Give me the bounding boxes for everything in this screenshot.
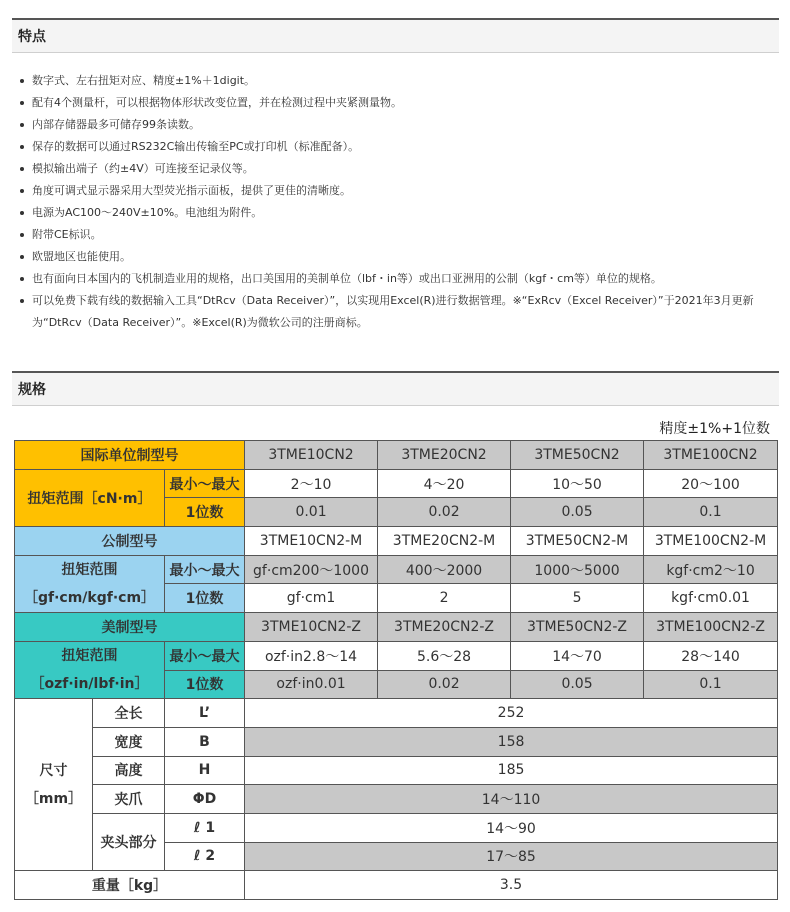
dimension-value: 252 <box>245 699 778 728</box>
dimension-name: 宽度 <box>93 727 165 756</box>
list-item: 可以免费下载有线的数据输入工具“DtRcv（Data Receiver）”，以实现用Excel(R)进行数据管理。※“ExRcv（Excel Receiver）”于2021年3月更新为“DtRcv（Data Receiver）”。※Excel(R)为微软公司的注册商标。 <box>12 290 779 334</box>
table-row <box>15 641 778 670</box>
metric-digit-label: 1位数 <box>165 584 245 613</box>
us-digit-value: ozf·in0.01 <box>245 670 378 699</box>
metric-minmax-label: 最小～最大 <box>165 555 245 584</box>
list-item: 数字式、左右扭矩对应、精度±1%＋1digit。 <box>12 70 779 92</box>
si-digit-label: 1位数 <box>165 498 245 527</box>
metric-model: 3TME20CN2-M <box>378 527 511 556</box>
dimension-symbol: ΦD <box>165 785 245 814</box>
list-item: 保存的数据可以通过RS232C输出传输至PC或打印机（标准配备）。 <box>12 136 779 158</box>
si-range-value: 10～50 <box>511 469 644 498</box>
us-model: 3TME20CN2-Z <box>378 613 511 642</box>
dimension-symbol: B <box>165 727 245 756</box>
list-item: 欧盟地区也能使用。 <box>12 246 779 268</box>
si-model: 3TME20CN2 <box>378 441 511 470</box>
spec-table <box>14 440 778 900</box>
si-digit-value: 0.01 <box>245 498 378 527</box>
table-row <box>15 469 778 498</box>
dimension-symbol: H <box>165 756 245 785</box>
dimension-name: 高度 <box>93 756 165 785</box>
metric-range-value: 400～2000 <box>378 555 511 584</box>
metric-range-label <box>15 555 165 612</box>
us-range-value: 28～140 <box>644 641 778 670</box>
si-range-value: 4～20 <box>378 469 511 498</box>
chuck-label: 夹头部分 <box>93 813 165 870</box>
dimension-name: 全长 <box>93 699 165 728</box>
weight-value: 3.5 <box>245 871 778 900</box>
si-minmax-label: 最小～最大 <box>165 469 245 498</box>
si-model: 3TME100CN2 <box>644 441 778 470</box>
list-item: 模拟输出端子（约±4V）可连接至记录仪等。 <box>12 158 779 180</box>
si-digit-value: 0.05 <box>511 498 644 527</box>
dimension-value: 14～90 <box>245 813 778 842</box>
us-range-label-line1: 扭矩范围 <box>61 648 118 664</box>
table-row <box>15 871 778 900</box>
si-range-label: 扭矩范围［cN·m］ <box>15 469 165 526</box>
us-range-value: 5.6～28 <box>378 641 511 670</box>
us-model: 3TME100CN2-Z <box>644 613 778 642</box>
specs-section-title: 规格 <box>12 371 779 406</box>
si-digit-value: 0.02 <box>378 498 511 527</box>
si-model-label: 国际单位制型号 <box>15 441 245 470</box>
us-range-label <box>15 641 165 698</box>
us-digit-value: 0.02 <box>378 670 511 699</box>
dimensions-label-line2: ［mm］ <box>24 790 83 807</box>
metric-range-value: kgf·cm2～10 <box>644 555 778 584</box>
us-range-value: ozf·in2.8～14 <box>245 641 378 670</box>
dimension-value: 158 <box>245 727 778 756</box>
si-model: 3TME50CN2 <box>511 441 644 470</box>
metric-range-value: gf·cm200～1000 <box>245 555 378 584</box>
metric-digit-value: 2 <box>378 584 511 613</box>
list-item: 电源为AC100～240V±10%。电池组为附件。 <box>12 202 779 224</box>
precision-note: 精度±1%+1位数 <box>659 421 770 437</box>
dimension-value: 185 <box>245 756 778 785</box>
dimension-value: 14～110 <box>245 785 778 814</box>
dimension-symbol: ℓ 1 <box>165 813 245 842</box>
list-item: 附带CE标识。 <box>12 224 779 246</box>
table-row <box>15 727 778 756</box>
dimension-value: 17～85 <box>245 842 778 871</box>
metric-range-label-line2: ［gf·cm/kgf·cm］ <box>23 589 156 606</box>
us-digit-label: 1位数 <box>165 670 245 699</box>
table-row <box>15 785 778 814</box>
dimension-symbol: L’ <box>165 699 245 728</box>
table-row <box>15 756 778 785</box>
us-model-label: 美制型号 <box>15 613 245 642</box>
weight-label: 重量［kg］ <box>15 871 245 900</box>
table-row <box>15 555 778 584</box>
dimensions-label-line1: 尺寸 <box>39 762 68 779</box>
metric-digit-value: gf·cm1 <box>245 584 378 613</box>
metric-model: 3TME10CN2-M <box>245 527 378 556</box>
list-item: 内部存储器最多可储存99条读数。 <box>12 114 779 136</box>
list-item: 角度可调式显示器采用大型荧光指示面板，提供了更佳的清晰度。 <box>12 180 779 202</box>
metric-digit-value: 5 <box>511 584 644 613</box>
us-model: 3TME10CN2-Z <box>245 613 378 642</box>
si-range-value: 20～100 <box>644 469 778 498</box>
metric-model-label: 公制型号 <box>15 527 245 556</box>
metric-model: 3TME100CN2-M <box>644 527 778 556</box>
dimension-name: 夹爪 <box>93 785 165 814</box>
table-row <box>15 813 778 842</box>
si-digit-value: 0.1 <box>644 498 778 527</box>
si-model: 3TME10CN2 <box>245 441 378 470</box>
table-row <box>15 441 778 470</box>
us-digit-value: 0.1 <box>644 670 778 699</box>
us-model: 3TME50CN2-Z <box>511 613 644 642</box>
table-row <box>15 613 778 642</box>
table-row <box>15 699 778 728</box>
us-range-label-line2: ［ozf·in/lbf·in］ <box>30 676 149 692</box>
us-range-value: 14～70 <box>511 641 644 670</box>
table-row <box>15 527 778 556</box>
metric-range-value: 1000～5000 <box>511 555 644 584</box>
list-item: 也有面向日本国内的飞机制造业用的规格，出口美国用的美制单位（lbf・in等）或出口亚洲用的公制（kgf・cm等）单位的规格。 <box>12 268 779 290</box>
dimensions-label <box>15 699 93 871</box>
si-range-value: 2～10 <box>245 469 378 498</box>
feature-list <box>12 70 779 334</box>
metric-digit-value: kgf·cm0.01 <box>644 584 778 613</box>
dimension-symbol: ℓ 2 <box>165 842 245 871</box>
metric-range-label-line1: 扭矩范围 <box>61 561 118 578</box>
list-item: 配有4个测量杆，可以根据物体形状改变位置，并在检测过程中夹紧测量物。 <box>12 92 779 114</box>
features-section-title: 特点 <box>12 18 779 53</box>
us-minmax-label: 最小～最大 <box>165 641 245 670</box>
metric-model: 3TME50CN2-M <box>511 527 644 556</box>
us-digit-value: 0.05 <box>511 670 644 699</box>
